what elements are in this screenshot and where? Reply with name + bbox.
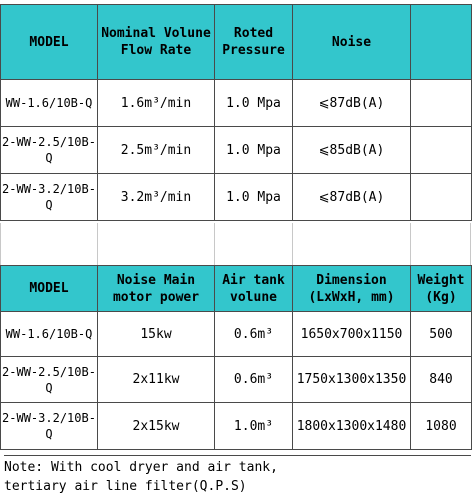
header-flow-rate: Nominal Volune Flow Rate bbox=[98, 5, 215, 80]
cell-motor-power: 2x11kw bbox=[98, 357, 215, 403]
cell-pressure: 1.0 Mpa bbox=[215, 80, 293, 127]
cell-model: WW-1.6/10B-Q bbox=[1, 80, 98, 127]
cell-tank-volume: 0.6m³ bbox=[215, 357, 293, 403]
header-empty bbox=[411, 5, 472, 80]
cell-dimension: 1750x1300x1350 bbox=[293, 357, 411, 403]
table-header-row bbox=[1, 5, 472, 80]
footnote-line-2: tertiary air line filter(Q.P.S) bbox=[4, 479, 247, 494]
cell-weight: 500 bbox=[411, 312, 472, 357]
cell-empty bbox=[411, 174, 472, 221]
specs-table-2 bbox=[0, 265, 472, 450]
table-row bbox=[1, 174, 472, 221]
table-row bbox=[1, 127, 472, 174]
cell-dimension: 1650x700x1150 bbox=[293, 312, 411, 357]
table-row bbox=[1, 80, 472, 127]
cell-model: 2-WW-2.5/10B-Q bbox=[1, 127, 98, 174]
footnote-line-1: Note: With cool dryer and air tank, bbox=[4, 460, 278, 475]
cell-pressure: 1.0 Mpa bbox=[215, 174, 293, 221]
specs-table-1 bbox=[0, 4, 472, 221]
table-header-row bbox=[1, 266, 472, 312]
header-model: MODEL bbox=[1, 266, 98, 312]
cell-flow-rate: 3.2m³/min bbox=[98, 174, 215, 221]
cell-flow-rate: 2.5m³/min bbox=[98, 127, 215, 174]
header-tank-volume: Air tank volune bbox=[215, 266, 293, 312]
cell-empty bbox=[411, 127, 472, 174]
header-pressure: Roted Pressure bbox=[215, 5, 293, 80]
table-gap bbox=[0, 223, 471, 265]
cell-noise: ⩽87dB(A) bbox=[293, 80, 411, 127]
header-dimension: Dimension (LxWxH, mm) bbox=[293, 266, 411, 312]
cell-model: WW-1.6/10B-Q bbox=[1, 312, 98, 357]
cell-motor-power: 2x15kw bbox=[98, 403, 215, 450]
table-row bbox=[1, 357, 472, 403]
cell-weight: 1080 bbox=[411, 403, 472, 450]
cell-motor-power: 15kw bbox=[98, 312, 215, 357]
cell-empty bbox=[411, 80, 472, 127]
cell-flow-rate: 1.6m³/min bbox=[98, 80, 215, 127]
cell-model: 2-WW-3.2/10B-Q bbox=[1, 403, 98, 450]
cell-weight: 840 bbox=[411, 357, 472, 403]
cell-pressure: 1.0 Mpa bbox=[215, 127, 293, 174]
table-row bbox=[1, 312, 472, 357]
cell-model: 2-WW-3.2/10B-Q bbox=[1, 174, 98, 221]
cell-tank-volume: 0.6m³ bbox=[215, 312, 293, 357]
header-weight: Weight (Kg) bbox=[411, 266, 472, 312]
header-noise: Noise bbox=[293, 5, 411, 80]
footnote bbox=[4, 455, 471, 496]
cell-dimension: 1800x1300x1480 bbox=[293, 403, 411, 450]
cell-model: 2-WW-2.5/10B-Q bbox=[1, 357, 98, 403]
cell-tank-volume: 1.0m³ bbox=[215, 403, 293, 450]
cell-noise: ⩽87dB(A) bbox=[293, 174, 411, 221]
header-motor-power: Noise Main motor power bbox=[98, 266, 215, 312]
header-model: MODEL bbox=[1, 5, 98, 80]
cell-noise: ⩽85dB(A) bbox=[293, 127, 411, 174]
table-row bbox=[1, 403, 472, 450]
